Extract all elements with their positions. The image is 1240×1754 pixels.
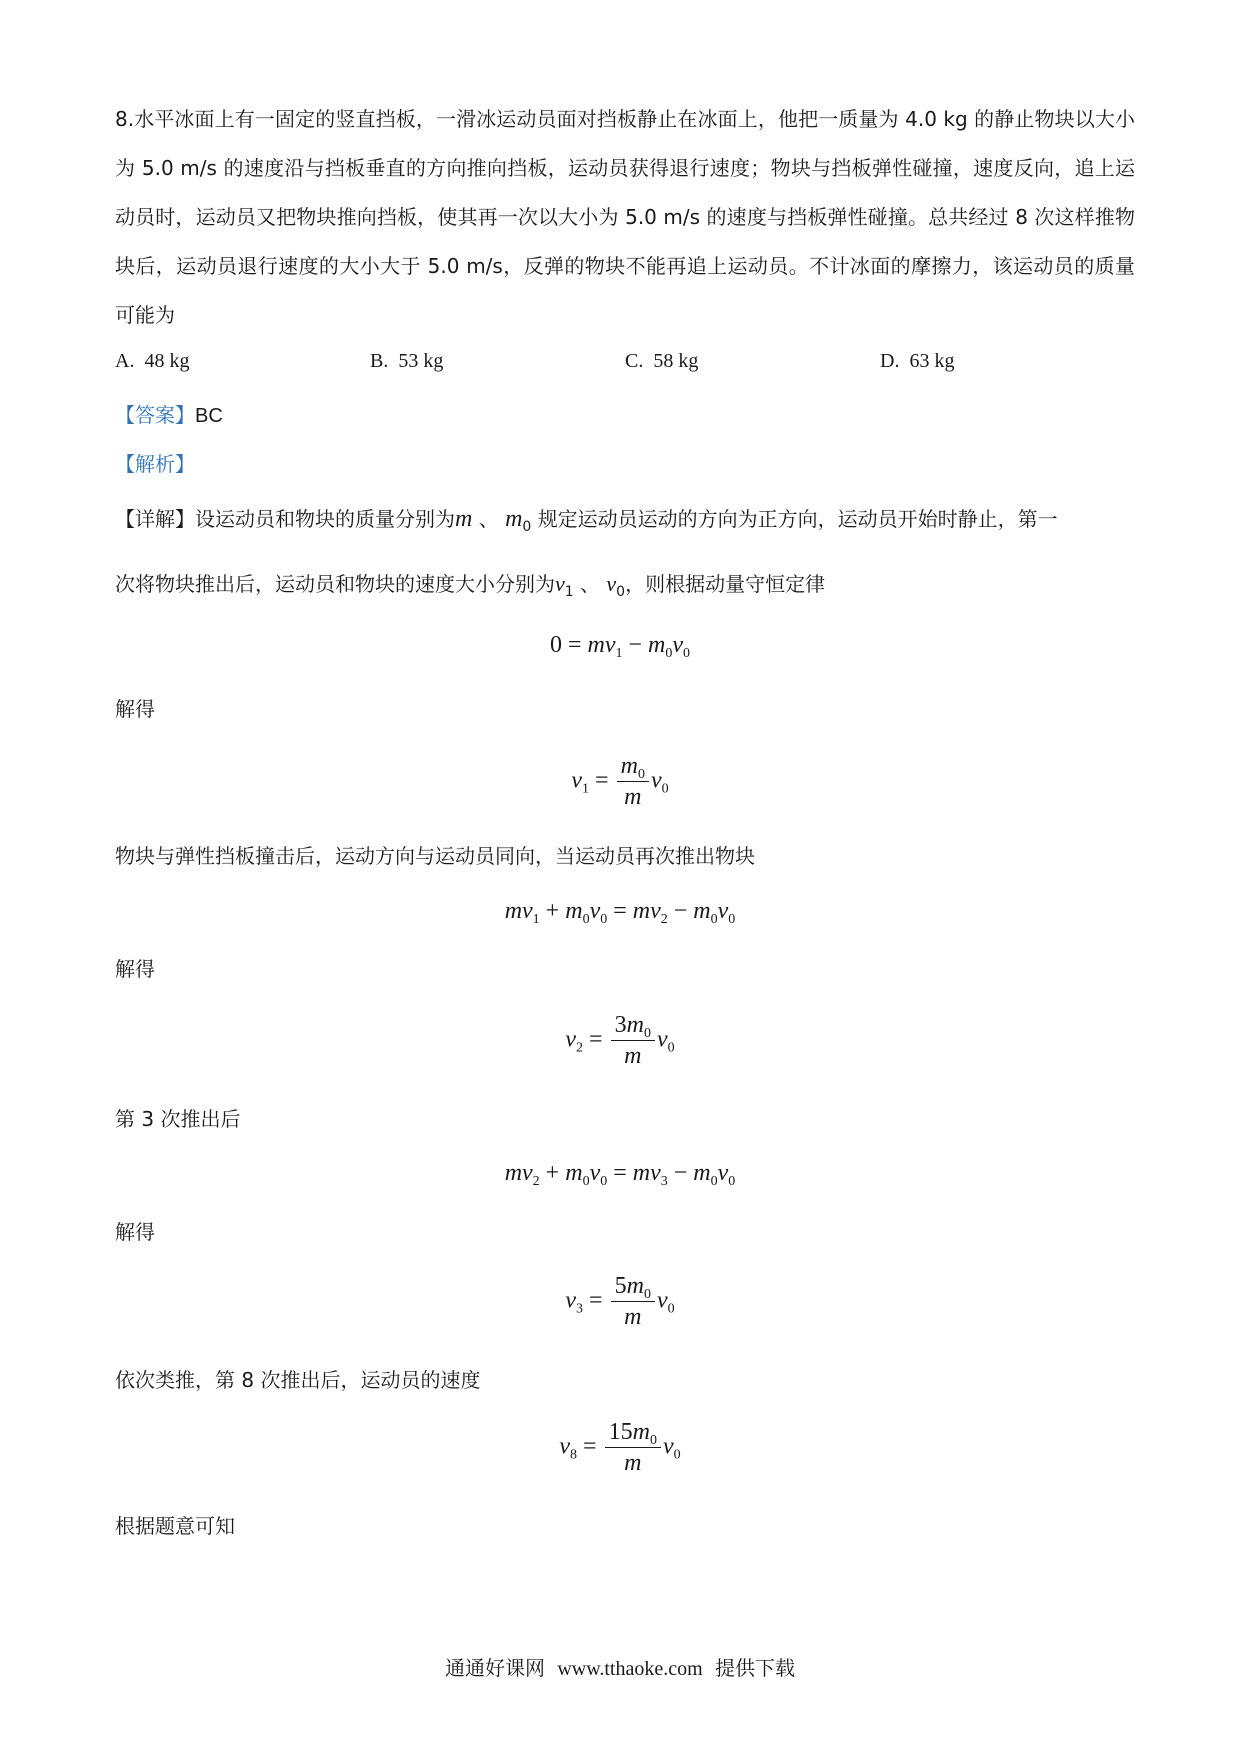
formula-v2: $v_2$ = $\frac{3m_0}{m}$ $v_0$	[565, 1012, 675, 1069]
text-jiede-2: 解得	[115, 957, 155, 981]
formula-v1: $v_1$ = $\frac{m_0}{m}$ $v_0$	[571, 753, 669, 810]
detail-tag: 【详解】	[115, 507, 195, 531]
text-step-4: 根据题意可知	[115, 1514, 235, 1538]
option-d: D. 63 kg	[880, 350, 955, 372]
option-b: B. 53 kg	[370, 350, 444, 372]
fraction: $\frac{m_0}{m}$	[617, 752, 649, 812]
answer-line	[115, 401, 223, 430]
question-text: 8.水平冰面上有一固定的竖直挡板，一滑冰运动员面对挡板静止在冰面上，他把一质量为 4.0 kg 的静止物块以大小为 5.0 m/s 的速度沿与挡板垂直的方向推向挡板，运动员获得退行速度；物块与挡板弹性碰撞，速度反向，追上运动员时，运动员又把物块推向挡板，使其再一次以大小为 5.0 m/s 的速度与挡板弹性碰撞。总共经过 8 次这样推物块后，运动员退行速度的大小大于 5.0 m/s，反弹的物块不能再追上运动员。不计冰面的摩擦力，该运动员的质量可能为	[115, 107, 1135, 327]
answer-value: BC	[195, 405, 223, 427]
fraction: $\frac{3m_0}{m}$	[611, 1011, 655, 1071]
formula-momentum-3: $mv_2 + m_0v_0 = mv_3 - m_0v_0$	[504, 1160, 736, 1189]
answer-options	[115, 350, 1135, 380]
footer-download-text: 提供下载	[715, 1656, 796, 1680]
option-a: A. 48 kg	[115, 350, 190, 372]
text-step-2: 第 3 次推出后	[115, 1107, 241, 1131]
detail-line-2: 次将物块推出后，运动员和物块的速度大小分别为$v_1$ 、 $v_0$，则根据动量守恒定律	[115, 571, 826, 600]
text-step-3: 依次类推，第 8 次推出后，运动员的速度	[115, 1368, 481, 1392]
analysis-heading: 【解析】	[115, 452, 195, 476]
footer-url[interactable]: www.tthaoke.com	[557, 1658, 703, 1680]
text-jiede-3: 解得	[115, 1220, 155, 1244]
text-jiede-1: 解得	[115, 697, 155, 721]
option-c: C. 58 kg	[625, 350, 699, 372]
formula-v8: $v_8$ = $\frac{15m_0}{m}$ $v_0$	[559, 1419, 681, 1476]
text-step-1: 物块与弹性挡板撞击后，运动方向与运动员同向，当运动员再次推出物块	[115, 844, 755, 868]
detail-line-1: 【详解】设运动员和物块的质量分别为m 、 $m_0$ 规定运动员运动的方向为正方向，运动员开始时静止，第一	[115, 506, 1058, 535]
fraction: $\frac{5m_0}{m}$	[611, 1272, 655, 1332]
formula-momentum-2: $mv_1 + m_0v_0 = mv_2 - m_0v_0$	[504, 898, 736, 927]
page-footer	[0, 1652, 1240, 1681]
answer-tag: 【答案】	[115, 403, 195, 427]
footer-site-name: 通通好课网	[444, 1656, 545, 1680]
formula-momentum-1: $0 = mv_1 - m_0v_0$	[549, 632, 691, 661]
formula-v3: $v_3$ = $\frac{5m_0}{m}$ $v_0$	[565, 1273, 675, 1330]
fraction: $\frac{15m_0}{m}$	[605, 1418, 661, 1478]
